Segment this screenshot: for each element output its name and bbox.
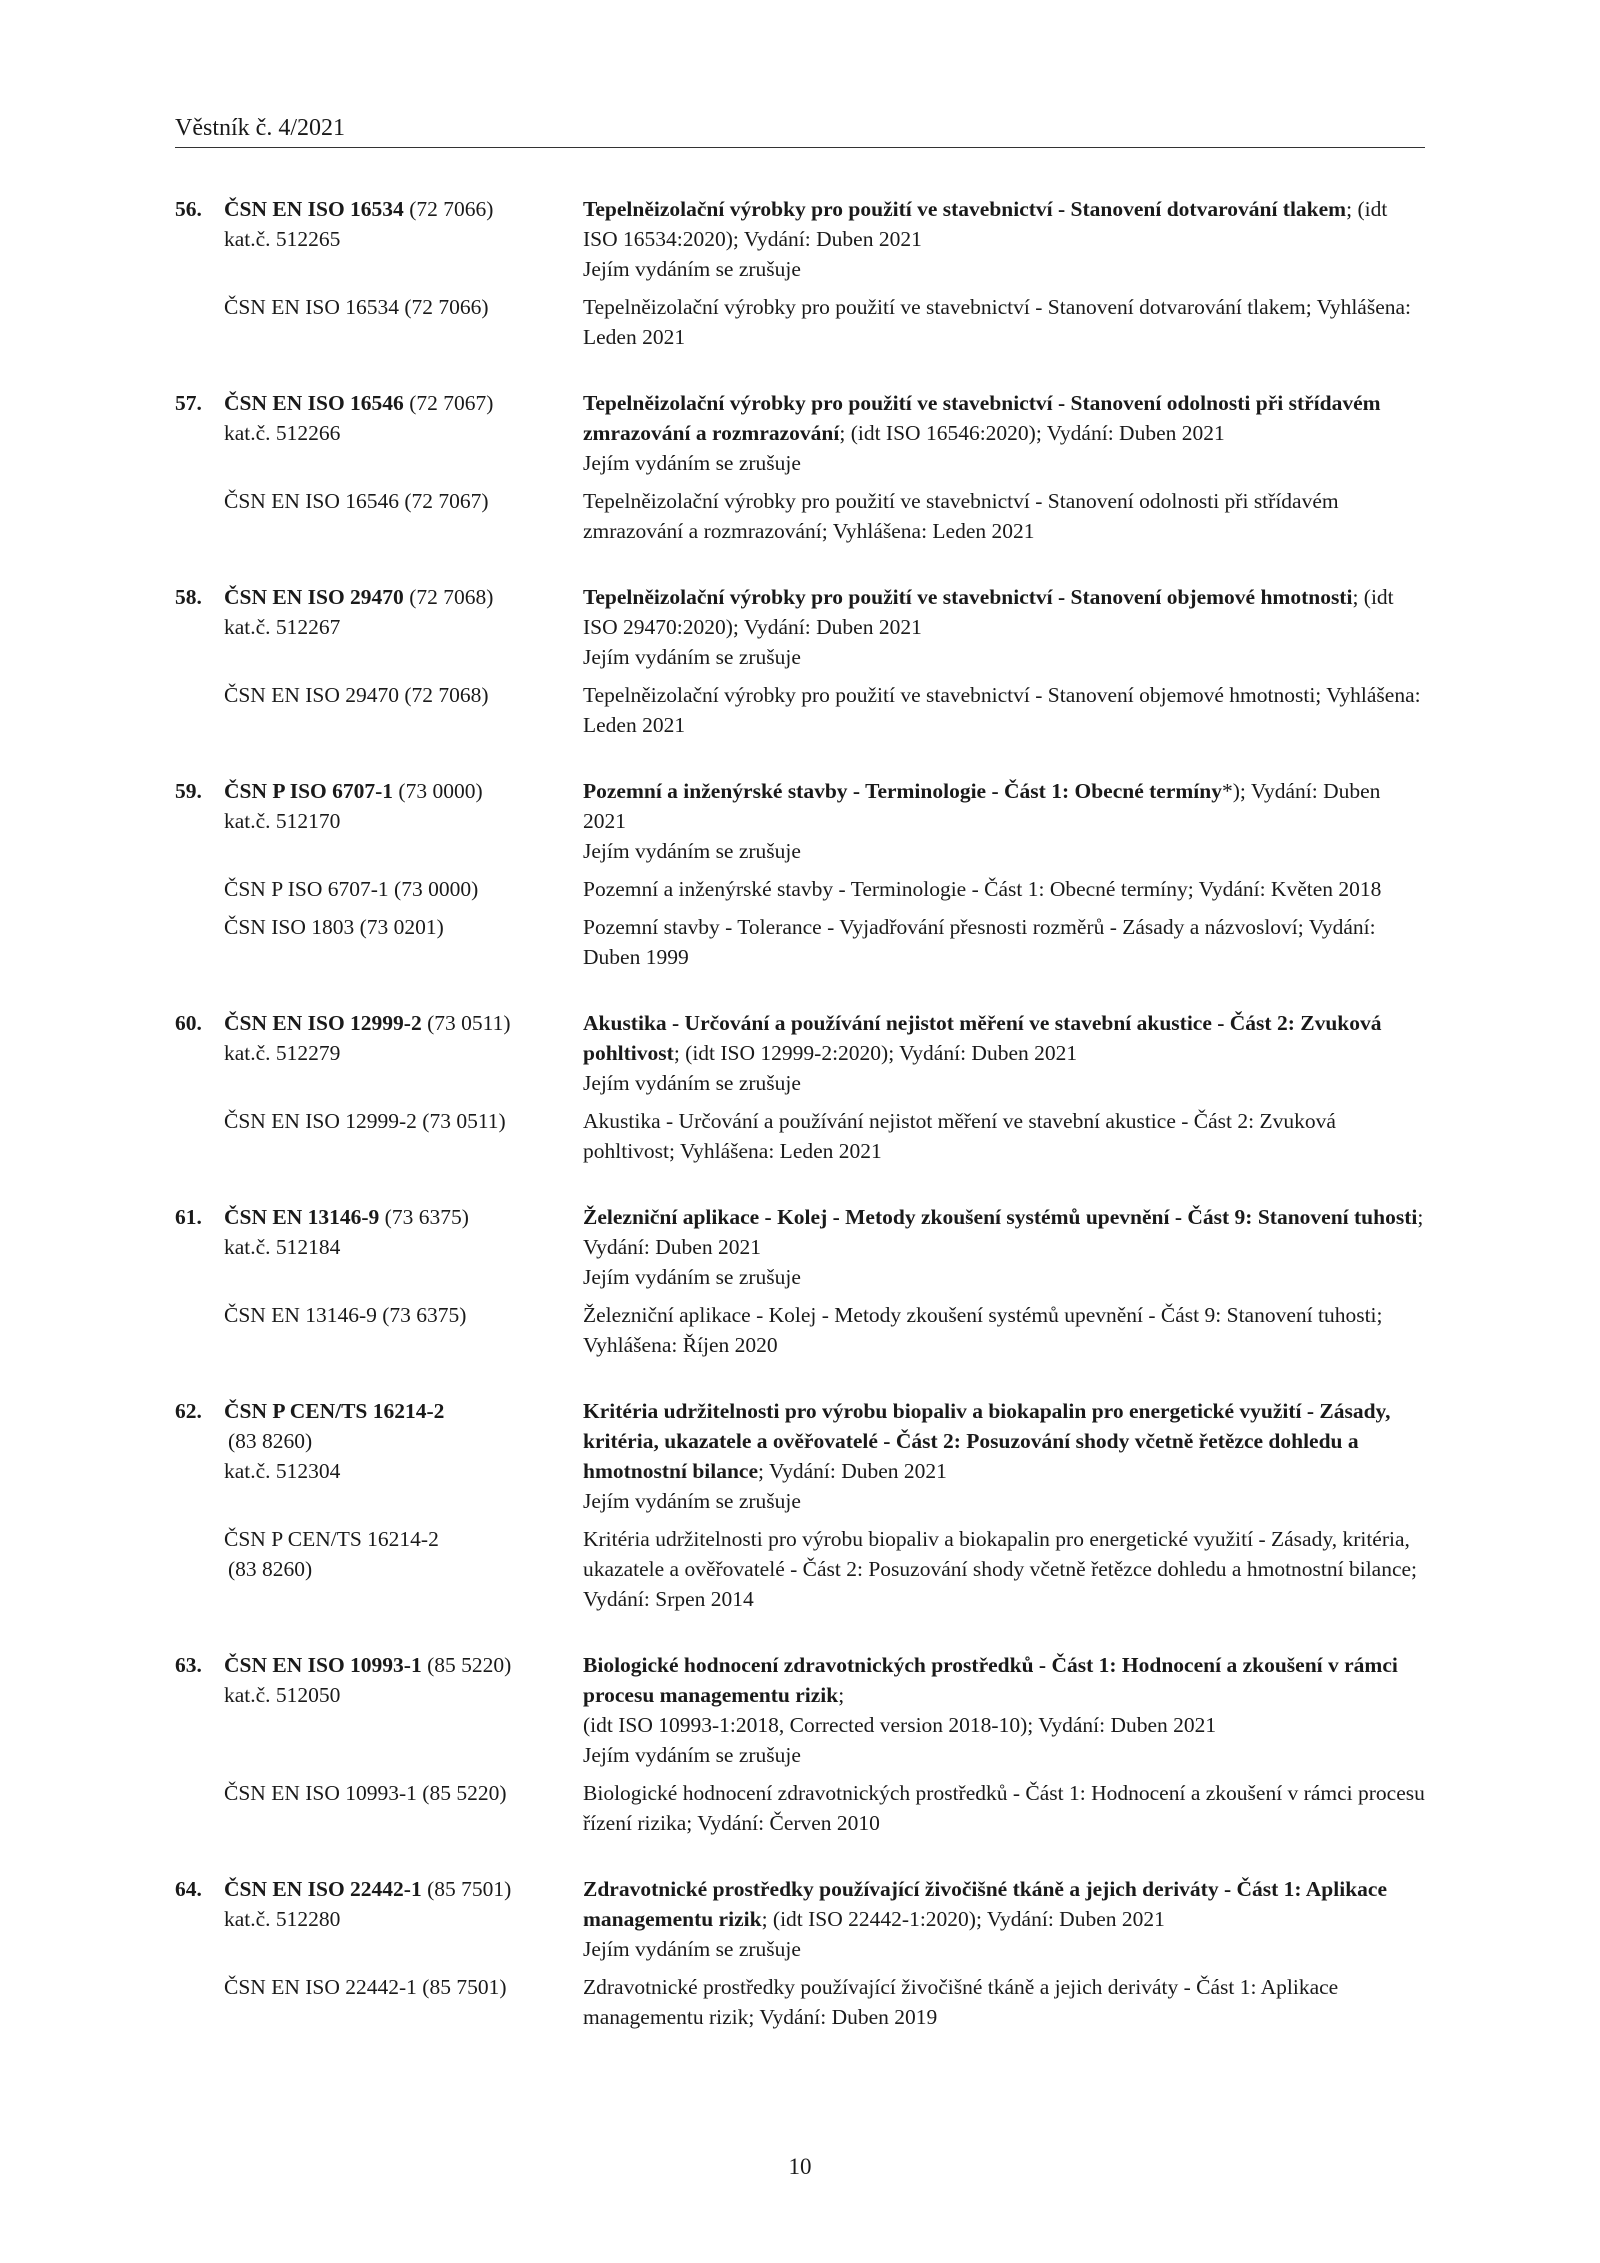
replaced-standard-code: ČSN EN ISO 29470 (72 7068) <box>224 683 489 707</box>
standard-title-details: ; Vydání: Duben 2021 <box>583 1205 1424 1259</box>
standard-entry <box>175 1650 1425 1838</box>
catalog-number: kat.č. 512170 <box>224 809 341 833</box>
replaced-standard-code: ČSN EN ISO 10993-1 (85 5220) <box>224 1781 507 1805</box>
entry-number: 58. <box>175 585 202 609</box>
standard-title: Tepelněizolační výrobky pro použití ve stavebnictví - Stanovení dotvarování tlakem <box>583 197 1347 221</box>
standard-title: Tepelněizolační výrobky pro použití ve stavebnictví - Stanovení objemové hmotnosti <box>583 585 1353 609</box>
standard-entry <box>175 776 1425 972</box>
replaced-standard-title: Pozemní stavby - Tolerance - Vyjadřování přesnosti rozměrů - Zásady a názvosloví; Vydání: Duben 1999 <box>583 915 1376 969</box>
standard-title-details: ; Vydání: Duben 2021 <box>758 1459 947 1483</box>
entry-number: 60. <box>175 1011 202 1035</box>
standard-class: (73 0000) <box>393 779 483 803</box>
catalog-number: kat.č. 512279 <box>224 1041 341 1065</box>
standard-class: (72 7067) <box>403 391 494 415</box>
replaced-standard-title: Zdravotnické prostředky používající živočišné tkáně a jejich deriváty - Část 1: Aplikace managementu rizik; Vydání: Duben 2019 <box>583 1975 1339 2029</box>
standard-code: ČSN P ISO 6707-1 <box>224 779 394 803</box>
replaced-standard-title: Pozemní a inženýrské stavby - Terminologie - Část 1: Obecné termíny; Vydání: Květen 2018 <box>583 877 1382 901</box>
cancel-note: Jejím vydáním se zrušuje <box>583 1265 801 1289</box>
replaced-standard-code: ČSN EN ISO 22442-1 (85 7501) <box>224 1975 507 1999</box>
replaced-standard-title: Tepelněizolační výrobky pro použití ve stavebnictví - Stanovení objemové hmotnosti; Vyhlášena: Leden 2021 <box>583 683 1421 737</box>
standard-code: ČSN EN ISO 10993-1 <box>224 1653 422 1677</box>
standard-class: (73 6375) <box>379 1205 469 1229</box>
standard-class: (73 0511) <box>421 1011 511 1035</box>
standard-entry <box>175 1396 1425 1614</box>
replaced-standard-title: Železniční aplikace - Kolej - Metody zkoušení systémů upevnění - Část 9: Stanovení tuhosti; Vyhlášena: Říjen 2020 <box>583 1303 1383 1357</box>
replaced-standard-title: Kritéria udržitelnosti pro výrobu biopaliv a biokapalin pro energetické využití - Zásady, kritéria, ukazatele a ověřovatelé - Část 2: Posuzování shody včetně řetězce dohledu a hmotnostní bilance; Vydání: Srpen 2014 <box>583 1527 1418 1611</box>
standard-title-details: *); Vydání: Duben 2021 <box>583 779 1381 833</box>
cancel-note: Jejím vydáním se zrušuje <box>583 1743 801 1767</box>
standard-title-details: ; (idt ISO 12999-2:2020); Vydání: Duben 2021 <box>673 1041 1078 1065</box>
replaced-standard <box>175 1778 1425 1838</box>
standard-code: ČSN EN ISO 16546 <box>224 391 404 415</box>
cancel-note: Jejím vydáním se zrušuje <box>583 451 801 475</box>
standard-entry <box>175 1874 1425 2032</box>
standard-code: ČSN EN 13146-9 <box>224 1205 380 1229</box>
cancel-note: Jejím vydáním se zrušuje <box>583 645 801 669</box>
standard-class: (72 7068) <box>403 585 494 609</box>
standard-code: ČSN EN ISO 22442-1 <box>224 1877 422 1901</box>
standard-class: (83 8260) <box>228 1429 313 1453</box>
standard-title-details: ; (idt ISO 22442-1:2020); Vydání: Duben 2021 <box>761 1907 1165 1931</box>
replaced-standard <box>175 1972 1425 2032</box>
standard-code: ČSN EN ISO 29470 <box>224 585 404 609</box>
replaced-standard-title: Tepelněizolační výrobky pro použití ve stavebnictví - Stanovení dotvarování tlakem; Vyhlášena: Leden 2021 <box>583 295 1412 349</box>
standard-entry <box>175 582 1425 740</box>
entry-number: 61. <box>175 1205 202 1229</box>
standards-list <box>175 194 1425 2068</box>
catalog-number: kat.č. 512265 <box>224 227 341 251</box>
replaced-standard-code: ČSN EN ISO 12999-2 (73 0511) <box>224 1109 506 1133</box>
replaced-standard-code: ČSN EN 13146-9 (73 6375) <box>224 1303 467 1327</box>
cancel-note: Jejím vydáním se zrušuje <box>583 257 801 281</box>
standard-title: Zdravotnické prostředky používající živočišné tkáně a jejich deriváty - Část 1: Aplikace managementu rizik <box>583 1877 1388 1931</box>
standard-code: ČSN EN ISO 16534 <box>224 197 404 221</box>
standard-title-line2: (idt ISO 10993-1:2018, Corrected version 2018-10); Vydání: Duben 2021 <box>583 1713 1217 1737</box>
replaced-standard-title: Tepelněizolační výrobky pro použití ve stavebnictví - Stanovení odolnosti při střídavém zmrazování a rozmrazování; Vyhlášena: Leden 2021 <box>583 489 1339 543</box>
replaced-standard-code: ČSN ISO 1803 (73 0201) <box>224 915 444 939</box>
standard-entry <box>175 1202 1425 1360</box>
replaced-standard <box>175 912 1425 972</box>
cancel-note: Jejím vydáním se zrušuje <box>583 1489 801 1513</box>
replaced-standard-class: (83 8260) <box>228 1557 313 1581</box>
replaced-standard <box>175 1300 1425 1360</box>
replaced-standard-code: ČSN EN ISO 16534 (72 7066) <box>224 295 489 319</box>
standard-title: Kritéria udržitelnosti pro výrobu biopaliv a biokapalin pro energetické využití - Zásady, kritéria, ukazatele a ověřovatelé - Část 2: Posuzování shody včetně řetězce dohledu a hmotnostní bilance <box>583 1399 1391 1483</box>
standard-title-details: ; <box>838 1683 845 1707</box>
replaced-standard <box>175 1106 1425 1166</box>
replaced-standard <box>175 292 1425 352</box>
standard-code: ČSN EN ISO 12999-2 <box>224 1011 422 1035</box>
standard-entry <box>175 194 1425 352</box>
catalog-number: kat.č. 512267 <box>224 615 341 639</box>
replaced-standard-code: ČSN EN ISO 16546 (72 7067) <box>224 489 489 513</box>
standard-code: ČSN P CEN/TS 16214-2 <box>224 1399 445 1423</box>
replaced-standard-code: ČSN P CEN/TS 16214-2 <box>224 1527 439 1551</box>
cancel-note: Jejím vydáním se zrušuje <box>583 1071 801 1095</box>
standard-class: (85 5220) <box>421 1653 512 1677</box>
standard-title: Akustika - Určování a používání nejistot měření ve stavební akustice - Část 2: Zvuková pohltivost <box>583 1011 1382 1065</box>
replaced-standard <box>175 680 1425 740</box>
catalog-number: kat.č. 512184 <box>224 1235 341 1259</box>
catalog-number: kat.č. 512266 <box>224 421 341 445</box>
standard-title: Pozemní a inženýrské stavby - Terminologie - Část 1: Obecné termíny <box>583 779 1222 803</box>
standard-class: (72 7066) <box>403 197 494 221</box>
standard-entry <box>175 1008 1425 1166</box>
entry-number: 57. <box>175 391 202 415</box>
catalog-number: kat.č. 512304 <box>224 1459 341 1483</box>
entry-number: 59. <box>175 779 202 803</box>
standard-title: Biologické hodnocení zdravotnických prostředků - Část 1: Hodnocení a zkoušení v rámci procesu managementu rizik <box>583 1653 1398 1707</box>
standard-title-details: ; (idt ISO 29470:2020); Vydání: Duben 2021 <box>583 585 1394 639</box>
replaced-standard-title: Akustika - Určování a používání nejistot měření ve stavební akustice - Část 2: Zvuková pohltivost; Vyhlášena: Leden 2021 <box>583 1109 1336 1163</box>
page-header <box>175 113 1425 148</box>
catalog-number: kat.č. 512050 <box>224 1683 341 1707</box>
standard-class: (85 7501) <box>421 1877 512 1901</box>
replaced-standard <box>175 874 1425 904</box>
catalog-number: kat.č. 512280 <box>224 1907 341 1931</box>
cancel-note: Jejím vydáním se zrušuje <box>583 839 801 863</box>
entry-number: 64. <box>175 1877 202 1901</box>
standard-title: Tepelněizolační výrobky pro použití ve stavebnictví - Stanovení odolnosti při střídavém zmrazování a rozmrazování <box>583 391 1381 445</box>
standard-entry <box>175 388 1425 546</box>
replaced-standard-title: Biologické hodnocení zdravotnických prostředků - Část 1: Hodnocení a zkoušení v rámci procesu řízení rizika; Vydání: Červen 2010 <box>583 1781 1425 1835</box>
replaced-standard-code: ČSN P ISO 6707-1 (73 0000) <box>224 877 479 901</box>
bulletin-title: Věstník č. 4/2021 <box>175 115 345 141</box>
standard-title-details: ; (idt ISO 16534:2020); Vydání: Duben 2021 <box>583 197 1388 251</box>
entry-number: 62. <box>175 1399 202 1423</box>
replaced-standard <box>175 486 1425 546</box>
entry-number: 56. <box>175 197 202 221</box>
standard-title: Železniční aplikace - Kolej - Metody zkoušení systémů upevnění - Část 9: Stanovení tuhosti <box>583 1205 1418 1229</box>
replaced-standard <box>175 1524 1425 1614</box>
cancel-note: Jejím vydáním se zrušuje <box>583 1937 801 1961</box>
standard-title-details: ; (idt ISO 16546:2020); Vydání: Duben 2021 <box>839 421 1225 445</box>
page-number: 10 <box>788 2154 812 2179</box>
entry-number: 63. <box>175 1653 202 1677</box>
